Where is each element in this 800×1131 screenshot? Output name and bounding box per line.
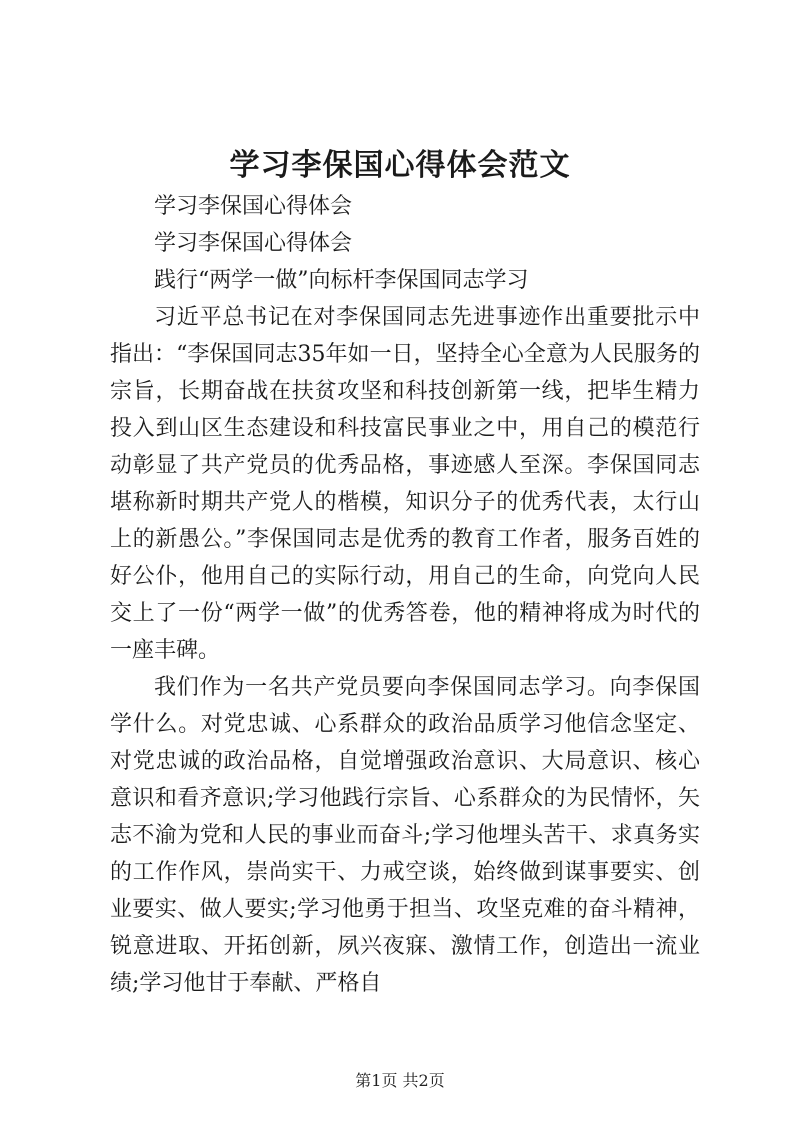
paragraph-body-1: 习近平总书记在对李保国同志先进事迹作出重要批示中指出：“李保国同志35年如一日，坚持全心全意为人民服务的宗旨，长期奋战在扶贫攻坚和科技创新第一线，把毕生精力投入到山区生态建设和科技富民事业之中，用自己的模范行动彰显了共产党员的优秀品格，事迹感人至深。李保国同志堪称新时期共产党人的楷模，知识分子的优秀代表，太行山上的新愚公。”李保国同志是优秀的教育工作者，服务百姓的好公仆，他用自己的实际行动，用自己的生命，向党向人民交上了一份“两学一做”的优秀答卷，他的精神将成为时代的一座丰碑。 [110,305,700,663]
document-title: 学习李保国心得体会范文 [229,148,571,183]
paragraph-subtitle-1: 学习李保国心得体会 [154,194,353,219]
page-number-footer: 第1页 共2页 [355,1071,445,1090]
paragraph-body-2: 我们作为一名共产党员要向李保国同志学习。向李保国学什么。对党忠诚、心系群众的政治品质学习他信念坚定、对党忠诚的政治品格，自觉增强政治意识、大局意识、核心意识和看齐意识;学习他践行宗旨、心系群众的为民情怀，矢志不渝为党和人民的事业而奋斗;学习他埋头苦干、求真务实的工作作风，崇尚实干、力戒空谈，始终做到谋事要实、创业要实、做人要实;学习他勇于担当、攻坚克难的奋斗精神，锐意进取、开拓创新，夙兴夜寐、激情工作，创造出一流业绩;学习他甘于奉献、严格自 [110,675,700,996]
paragraph-subtitle-2: 学习李保国心得体会 [154,231,353,256]
paragraph-subtitle-3: 践行“两学一做”向标杆李保国同志学习 [154,268,529,293]
document-body [110,188,700,1002]
